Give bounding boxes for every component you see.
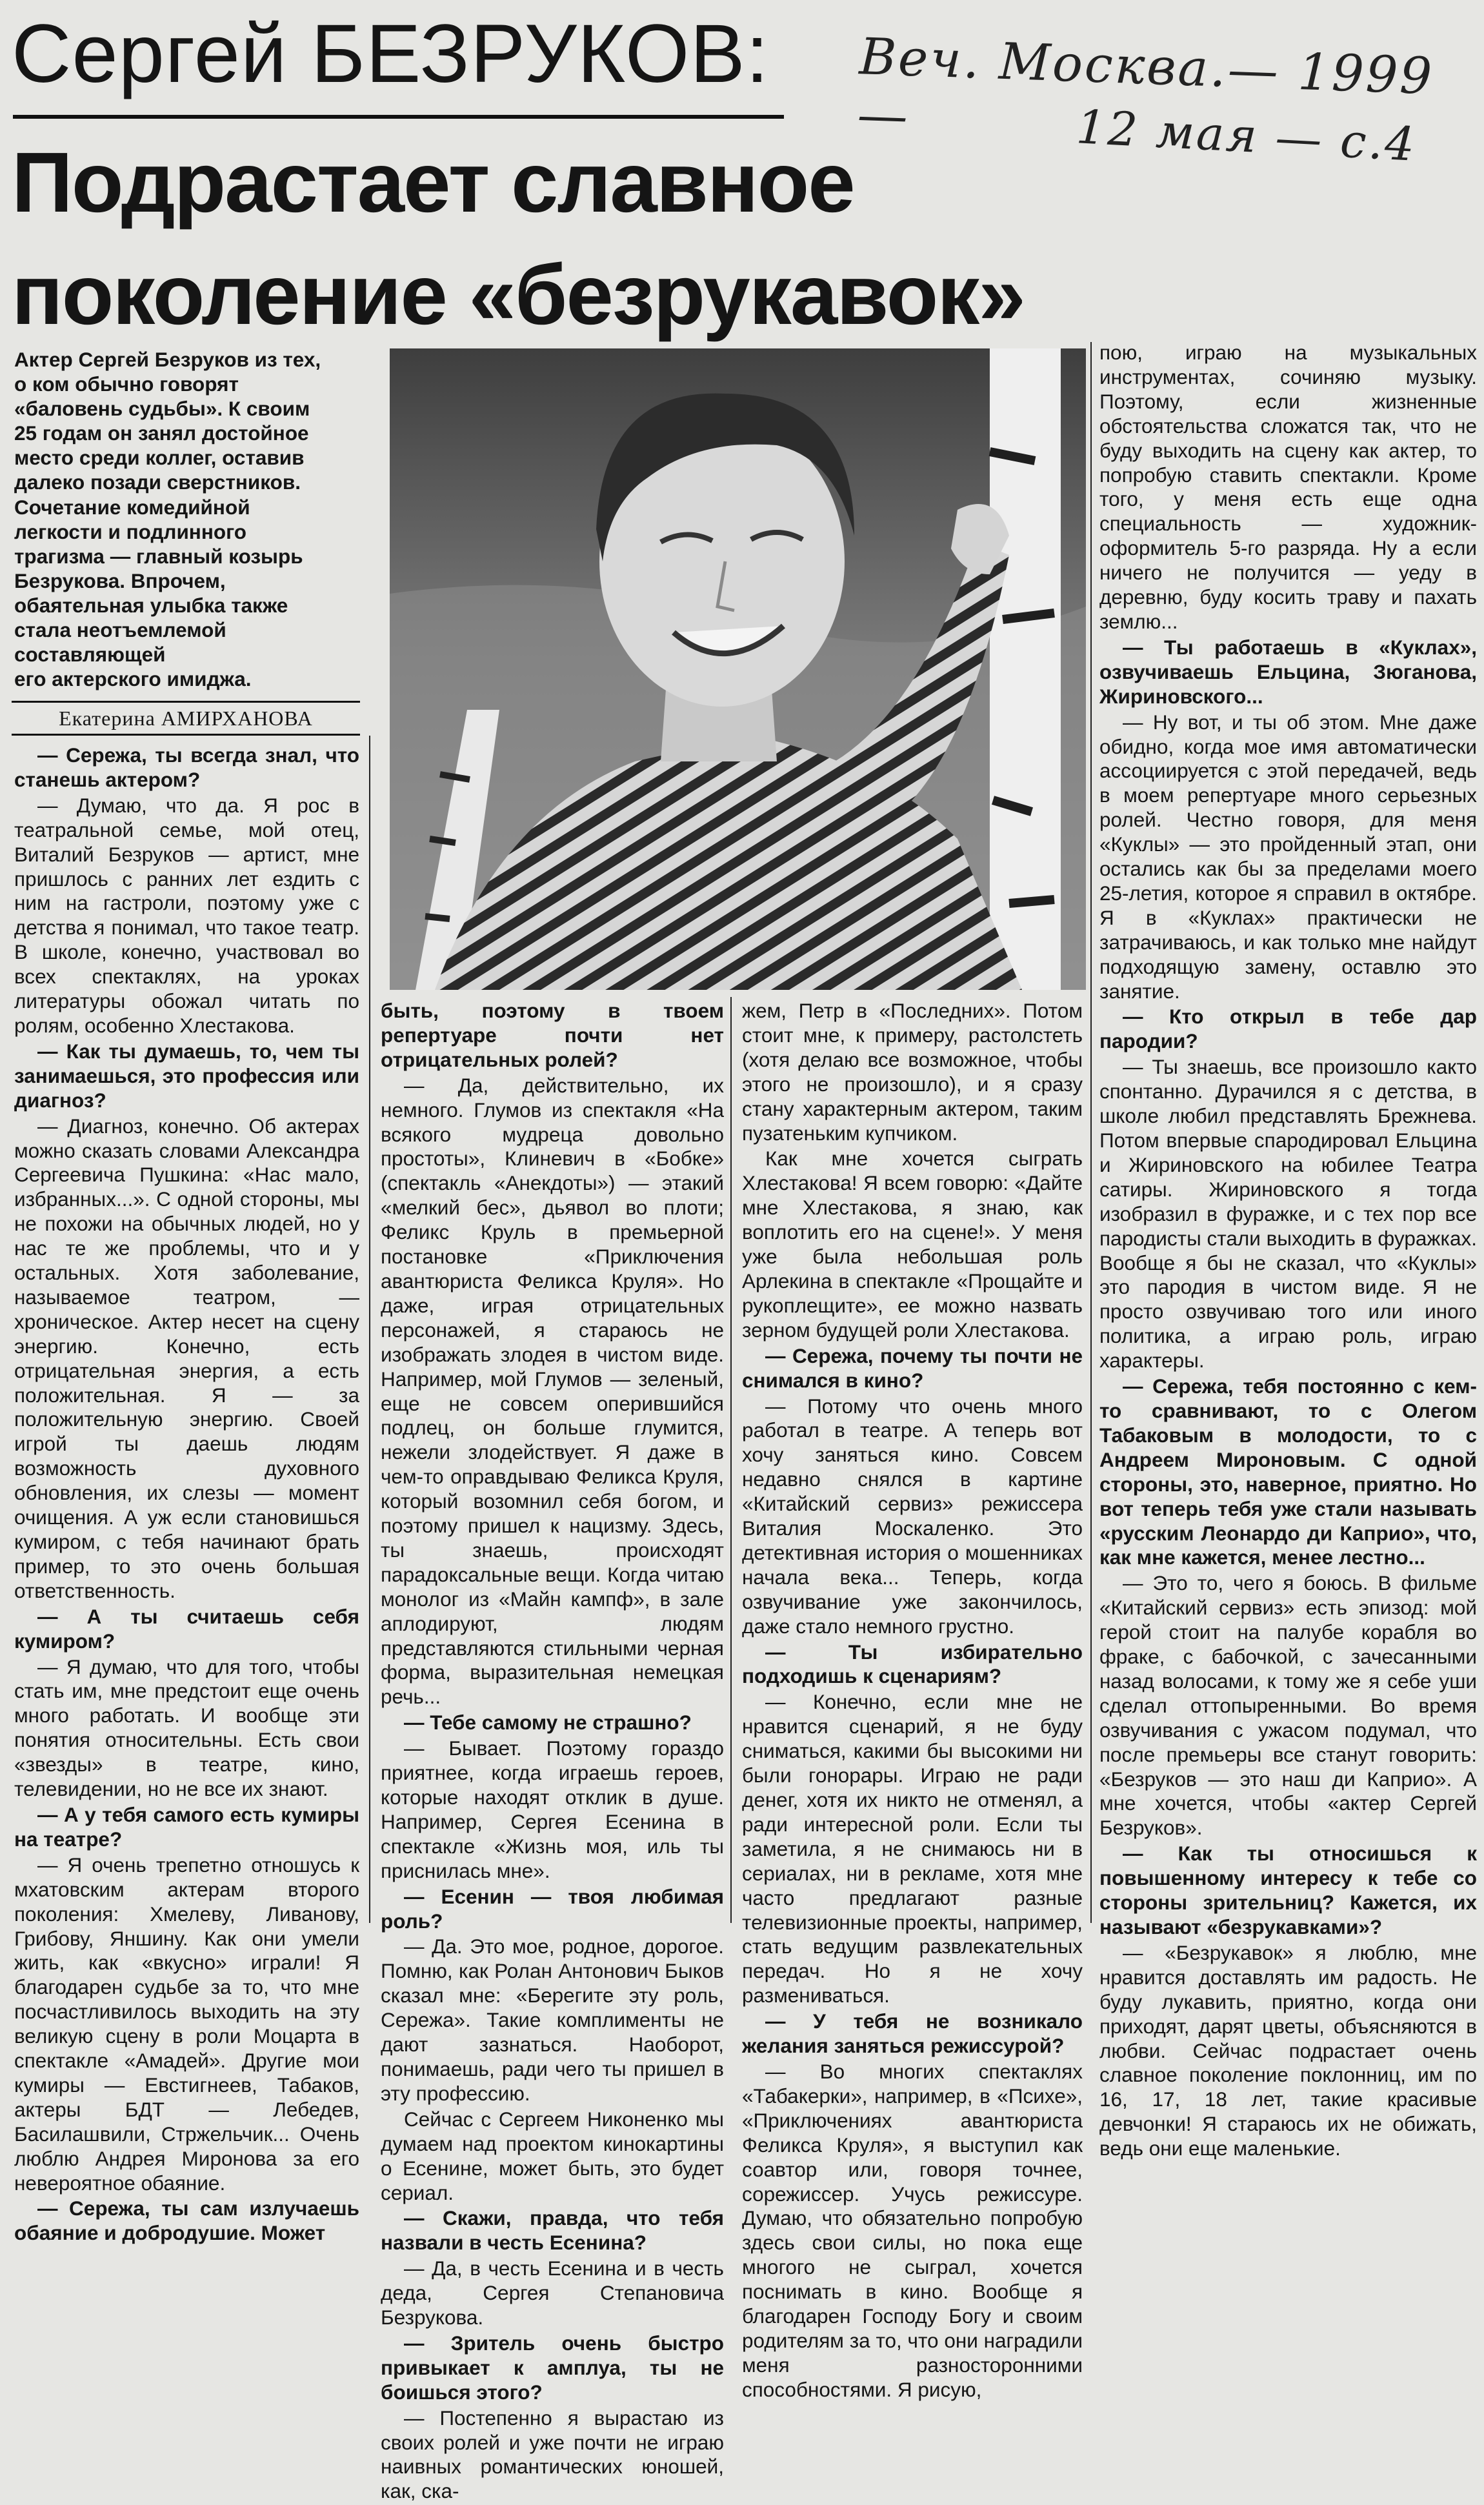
interview-question: — Сережа, тебя постоянно с кем-то сравнивают, то с Олегом Табаковым в молодости, то с Андреем Мироновым. С одной стороны, это, наверное, приятно. Но вот теперь тебя уже стали называть «русским Леонардо ди Каприо», что, как мне кажется, менее лестно... <box>1099 1374 1477 1570</box>
column-rule-1 <box>369 736 370 1923</box>
column-rule-2 <box>730 997 732 1923</box>
interview-answer: Как мне хочется сыграть Хлестакова! Я всем говорю: «Дайте мне Хлестакова, я знаю, как воплотить его на сцене!». У меня уже была небольшая роль Арлекина в спектакле «Прощайте и рукоплещите», ее можно назвать зерном будущей роли Хлестакова. <box>742 1147 1083 1342</box>
handwritten-note-line-2: 12 мая — с.4 <box>1075 99 1418 172</box>
lede-line: далеко позади сверстников. <box>14 470 301 494</box>
interview-question: — Сережа, ты сам излучаешь обаяние и добродушие. Может <box>14 2197 359 2246</box>
lede-line: о ком обычно говорят <box>14 372 239 396</box>
lede-line: трагизма — главный козырь <box>14 544 303 568</box>
headline-line-2: поколение «безрукавок» <box>12 247 1025 342</box>
interview-question: — У тебя не возникало желания заняться режиссурой? <box>742 2009 1083 2058</box>
portrait-photo-drawing <box>390 348 1086 990</box>
lede-line: «баловень судьбы». К своим <box>14 397 310 421</box>
interview-question: — А ты считаешь себя кумиром? <box>14 1605 359 1654</box>
interview-question: — Как ты думаешь, то, чем ты занимаешься, это профессия или диагноз? <box>14 1040 359 1113</box>
interview-answer: — Я думаю, что для того, чтобы стать им, мне предстоит еще очень много работать. И вообще эти понятия относительны. Есть свои «звезды» в театре, кино, телевидении, но не все их знают. <box>14 1655 359 1802</box>
interview-question: — А у тебя самого есть кумиры на театре? <box>14 1803 359 1852</box>
interview-question: — Скажи, правда, что тебя назвали в честь Есенина? <box>381 2206 724 2255</box>
lede <box>14 347 353 691</box>
interview-question: — Зритель очень быстро привыкает к амплуа, ты не боишься этого? <box>381 2331 724 2405</box>
lede-line: Актер Сергей Безруков из тех, <box>14 348 321 371</box>
interview-question: — Как ты относишься к повышенному интересу к тебе со стороны зрительниц? Кажется, их называют «безрукавками»? <box>1099 1842 1477 1940</box>
headline <box>12 126 1367 351</box>
article-column-4 <box>1099 341 1477 2162</box>
column-rule-3 <box>1090 342 1092 1923</box>
interview-question: — Кто открыл в тебе дар пародии? <box>1099 1005 1477 1054</box>
interview-answer: — Во многих спектаклях «Табакерки», например, в «Психе», «Приключениях авантюриста Феликса Круля», я выступил как соавтор или, говоря точнее, сорежиссер. Учусь режиссуре. Думаю, что обязательно попробую здесь свои силы, но пока еще многого не сыграл, хочется поснимать в кино. Вообще я благодарен Господу Богу и своим родителям за то, что они наградили меня разносторонними способностями. Я рисую, <box>742 2060 1083 2402</box>
lede-line: 25 годам он занял достойное <box>14 421 309 445</box>
interview-answer: — Бывает. Поэтому гораздо приятнее, когда играешь героев, которые находят отклик в душе. Например, Сергея Есенина в спектакле «Жизнь моя, иль ты приснилась мне». <box>381 1736 724 1883</box>
lede-line: составляющей <box>14 643 166 667</box>
interview-answer: — Да, действительно, их немного. Глумов из спектакля «На всякого мудреца довольно простоты», Клиневич в «Бобке» (спектакль «Анекдоты») — этакий «мелкий бес», дьявол во плоти; Феликс Круль в премьерной постановке «Приключения авантюриста Феликса Круля». Но даже, играя отрицательных персонажей, я стараюсь не изображать злодея в чистом виде. Например, мой Глумов — зеленый, еще не совсем оперившийся подлец, он больше глумится, нежели злодействует. Я даже в чем-то оправдываю Феликса Круля, который возомнил себя богом, и поэтому пришел к нацизму. Здесь, ты знаешь, происходят парадоксальные вещи. Когда читаю монолог из «Майн кампф», в зале аплодируют, людям представляются стильными черная форма, выразительная немецкая речь... <box>381 1074 724 1710</box>
lede-line: его актерского имиджа. <box>14 667 252 691</box>
article-column-3 <box>742 999 1083 2404</box>
handwritten-note-line-1: Веч. Москва.— 1999— <box>856 28 1435 146</box>
interview-answer: — Это то, чего я боюсь. В фильме «Китайский сервиз» есть эпизод: мой герой стоит на палубе корабля во фраке, с бабочкой, с зачесанными назад волосами, к тому же я себе уши сделал оттопыренными. Во время озвучивания с ужасом подумал, что после премьеры все станут говорить: «Безруков — это наш ди Каприо». А мне хочется, чтобы «актер Сергей Безруков». <box>1099 1571 1477 1840</box>
lede-line: место среди коллег, оставив <box>14 446 305 470</box>
interview-question: — Сережа, почему ты почти не снимался в кино? <box>742 1344 1083 1393</box>
interview-answer: Сейчас с Сергеем Никоненко мы думаем над проектом кинокартины о Есенине, может быть, это будет сериал. <box>381 2107 724 2204</box>
lede-line: Безрукова. Впрочем, <box>14 568 226 592</box>
portrait-photo <box>390 348 1086 990</box>
interview-answer: жем, Петр в «Последних». Потом стоит мне, к примеру, растолстеть (хотя делаю все возможное, чтобы этого не произошло), и я сразу стану характерным актером, таким пузатеньким купчиком. <box>742 999 1083 1145</box>
interview-answer: — Потому что очень много работал в театре. А теперь вот хочу заняться кино. Совсем недавно снялся в картине «Китайский сервиз» режиссера Виталия Москаленко. Это детективная история о мошенниках начала века... Теперь, когда озвучивание уже закончилось, даже стало немного грустно. <box>742 1394 1083 1639</box>
interview-answer: — Да. Это мое, родное, дорогое. Помню, как Ролан Антонович Быков сказал мне: «Берегите эту роль, Сережа». Такие комплименты не дают зазнаться. Наоборот, понимаешь, ради чего ты пришел в эту профессию. <box>381 1935 724 2106</box>
interview-answer: — Думаю, что да. Я рос в театральной семье, мой отец, Виталий Безруков — артист, мне пришлось с ранних лет ездить с ним на гастроли, поэтому уже с детства я понимал, что такое театр. В школе, конечно, участвовал во всех спектаклях, на уроках литературы обожал читать по ролям, особенно Хлестакова. <box>14 794 359 1038</box>
interview-question: — Ты избирательно подходишь к сценариям? <box>742 1640 1083 1689</box>
interview-answer: — Диагноз, конечно. Об актерах можно сказать словами Александра Сергеевича Пушкина: «Нас мало, избранных...». С одной стороны, мы не похожи на обычных людей, но у нас те же проблемы, что и у остальных. Хотя заболевание, называемое театром, — хроническое. Актер несет на сцену энергию. Конечно, есть отрицательная энергия, а есть положительная. Я — за положительную энергию. Своей игрой ты даешь людям возможность духовного обновления, их слезы — момент очищения. А уж если становишься кумиром, с тебя начинают брать пример, то это очень большая ответственность. <box>14 1114 359 1604</box>
kicker-underline <box>13 115 784 119</box>
lede-line: стала неотъемлемой <box>14 618 226 642</box>
interview-answer: — Ты знаешь, все произошло както спонтанно. Дурачился я с детства, в школе любил представлять Брежнева. Потом впервые спародировал Ельцина и Жириновского на юбилее Театра сатиры. Жириновского я тогда изобразил в фуражке, и с тех пор все пародисты стали выходить в фуражках. Вообще я бы не сказал, что «Куклы» это пародия в чистом виде. Я не просто озвучиваю того или иного политика, а играю роль, играю характеры. <box>1099 1055 1477 1373</box>
interview-question: — Тебе самому не страшно? <box>381 1711 724 1735</box>
interview-answer: пою, играю на музыкальных инструментах, сочиняю музыку. Поэтому, если жизненные обстоятельства сложатся так, что не буду выходить на сцену как актер, то попробую ставить спектакли. Кроме того, у меня есть еще одна специальность — художник-оформитель 5-го разряда. Ну а если ничего не получится — уеду в деревню, буду косить траву и пахать землю... <box>1099 341 1477 633</box>
interview-answer: — Да, в честь Есенина и в честь деда, Сергея Степановича Безрукова. <box>381 2257 724 2330</box>
article-column-2 <box>381 999 724 2505</box>
interview-answer: — Конечно, если мне не нравится сценарий, я не буду сниматься, какими бы высокими ни были гонорары. Играю не ради денег, хотя их никто не отменял, а ради интересной роли. Если ты заметила, я не снимаюсь ни в сериалах, ни в рекламе, хотя мне часто предлагают разные телевизионные проекты, например, стать ведущим развлекательных передач. Но я не хочу размениваться. <box>742 1690 1083 2008</box>
interview-answer: — Я очень трепетно отношусь к мхатовским актерам второго поколения: Хмелеву, Ливанову, Грибову, Яншину. Как они умели жить, как «вкусно» играли! Я благодарен судьбе за то, что мне посчастливилось выходить на эту великую сцену в роли Моцарта в спектакле «Амадей». Другие мои кумиры — Евстигнеев, Табаков, актеры БДТ — Лебедев, Басилашвили, Стржельчик... Очень люблю Андрея Миронова за его невероятное обаяние. <box>14 1853 359 2196</box>
interview-question: — Есенин — твоя любимая роль? <box>381 1885 724 1934</box>
interview-question: — Ты работаешь в «Куклах», озвучиваешь Ельцина, Зюганова, Жириновского... <box>1099 636 1477 709</box>
interview-answer: быть, поэтому в твоем репертуаре почти нет отрицательных ролей? <box>381 999 724 1071</box>
interview-answer: — Постепенно я вырастаю из своих ролей и уже почти не играю наивных романтических юношей, как, ска- <box>381 2406 724 2504</box>
headline-line-1: Подрастает славное <box>12 135 854 230</box>
article-column-1 <box>14 743 359 2247</box>
interview-question: — Сережа, ты всегда знал, что станешь актером? <box>14 743 359 792</box>
lede-line: легкости и подлинного <box>14 519 247 543</box>
lede-line: Сочетание комедийной <box>14 495 250 519</box>
interview-answer: — Ну вот, и ты об этом. Мне даже обидно, когда мое имя автоматически ассоциируется с этой передачей, ведь в моем репертуаре много серьезных ролей. Честно говоря, для меня «Куклы» — это пройденный этап, они остались как бы за пределами моего 25-летия, которое я справил в октябре. Я в «Куклах» практически не затрачиваюсь, и как только мне найдут подходящую замену, оставлю это занятие. <box>1099 710 1477 1004</box>
interview-answer: — «Безрукавок» я люблю, мне нравится доставлять им радость. Не буду лукавить, приятно, когда они приходят, дарят цветы, объясняются в любви. Сейчас подрастает очень славное поколение поклонниц, им по 16, 17, 18 лет, такие красивые девчонки! Я стараюсь их не обижать, ведь они еще маленькие. <box>1099 1941 1477 2161</box>
lede-line: обаятельная улыбка также <box>14 593 288 617</box>
kicker: Сергей БЕЗРУКОВ: <box>12 8 770 100</box>
byline: Екатерина АМИРХАНОВА <box>12 701 360 736</box>
